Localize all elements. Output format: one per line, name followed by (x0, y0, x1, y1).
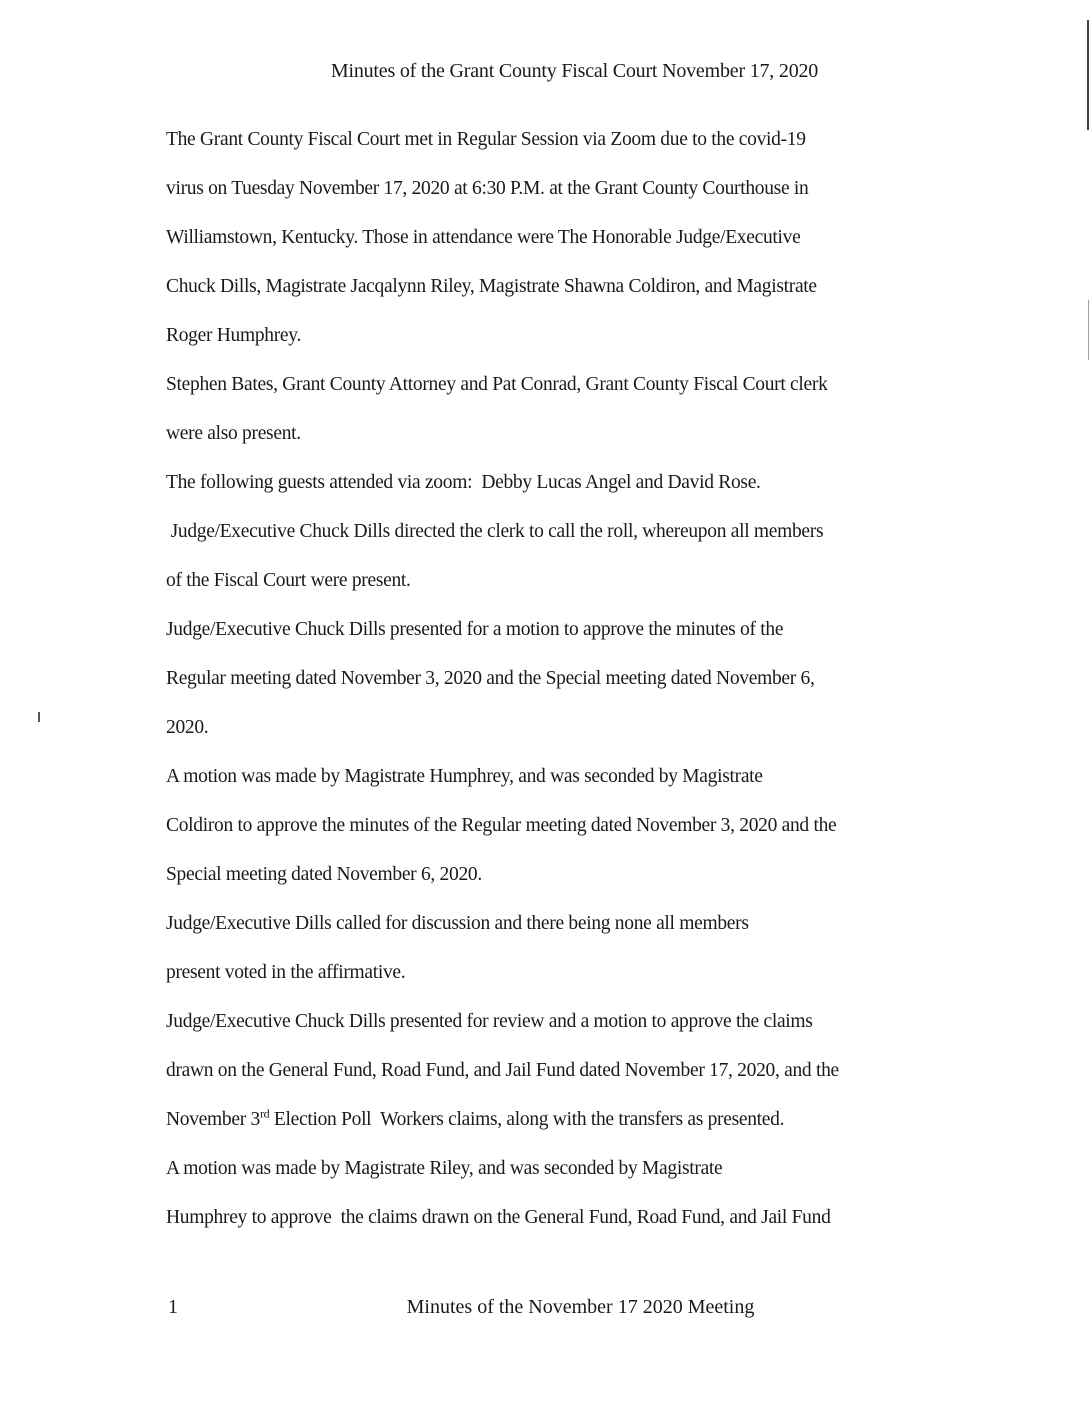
footer-title: Minutes of the November 17 2020 Meeting (406, 1296, 755, 1318)
text-line: were also present. (166, 423, 301, 444)
text-line: Chuck Dills, Magistrate Jacqalynn Riley, Magistrate Shawna Coldiron, and Magistrate (166, 276, 817, 297)
text-line: Judge/Executive Dills called for discussion and there being none all members (166, 913, 749, 934)
text-segment: Election Poll Workers claims, along with the transfers as presented. (269, 1109, 785, 1130)
text-line: A motion was made by Magistrate Humphrey, and was seconded by Magistrate (166, 766, 763, 787)
text-line: of the Fiscal Court were present. (166, 570, 411, 591)
text-line: Roger Humphrey. (166, 325, 302, 346)
text-line: drawn on the General Fund, Road Fund, and Jail Fund dated November 17, 2020, and the (166, 1060, 839, 1081)
text-line: Special meeting dated November 6, 2020. (166, 864, 482, 885)
text-line: Stephen Bates, Grant County Attorney and Pat Conrad, Grant County Fiscal Court clerk (166, 374, 828, 395)
text-line-superscript (166, 1100, 936, 1149)
text-line: virus on Tuesday November 17, 2020 at 6:30 P.M. at the Grant County Courthouse in (166, 178, 809, 199)
text-line: Judge/Executive Chuck Dills directed the clerk to call the roll, whereupon all members (166, 521, 824, 542)
text-line: Williamstown, Kentucky. Those in attendance were The Honorable Judge/Executive (166, 227, 801, 248)
page-footer (0, 1296, 1091, 1319)
text-segment: November 3 (166, 1109, 260, 1130)
text-line: A motion was made by Magistrate Riley, and was seconded by Magistrate (166, 1158, 723, 1179)
text-line: The following guests attended via zoom: Debby Lucas Angel and David Rose. (166, 472, 761, 493)
page-header (0, 60, 1091, 83)
text-line: The Grant County Fiscal Court met in Regular Session via Zoom due to the covid-19 (166, 129, 806, 150)
text-line: present voted in the affirmative. (166, 962, 406, 983)
text-line: Coldiron to approve the minutes of the Regular meeting dated November 3, 2020 and the (166, 815, 837, 836)
scan-speck (38, 712, 40, 722)
text-line: Judge/Executive Chuck Dills presented for review and a motion to approve the claims (166, 1011, 813, 1032)
header-title: Minutes of the Grant County Fiscal Court November 17, 2020 (330, 60, 819, 82)
ordinal-suffix: rd (259, 1106, 270, 1121)
scan-edge-mark (1088, 300, 1089, 360)
scan-edge-mark (1087, 20, 1089, 130)
page-number: 1 (168, 1296, 178, 1318)
text-line: Judge/Executive Chuck Dills presented for a motion to approve the minutes of the (166, 619, 784, 640)
text-line: Humphrey to approve the claims drawn on the General Fund, Road Fund, and Jail Fund (166, 1207, 831, 1228)
minutes-body (166, 120, 936, 1247)
text-line: Regular meeting dated November 3, 2020 and the Special meeting dated November 6, (166, 668, 815, 689)
text-line: 2020. (166, 717, 209, 738)
